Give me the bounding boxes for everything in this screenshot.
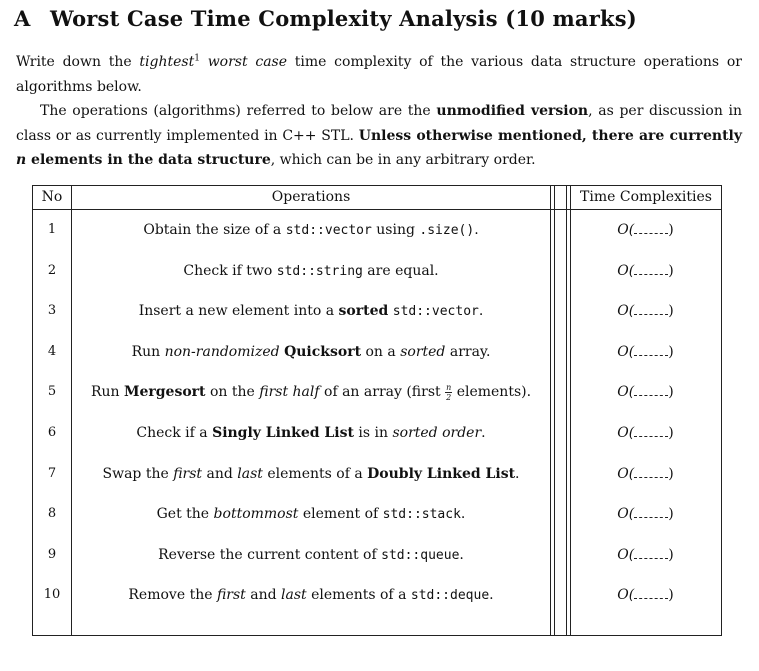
answer-field[interactable]: O( ): [617, 384, 674, 401]
operation-text: Check if two std::string are equal.: [183, 262, 439, 279]
answer-field[interactable]: O( ): [617, 262, 674, 279]
answer-blank[interactable]: [634, 426, 668, 437]
answer-field[interactable]: O( ): [617, 546, 674, 563]
answer-blank[interactable]: [634, 467, 668, 478]
emphasis-unmodified: unmodified version: [436, 103, 589, 119]
operation-text: Reverse the current content of std::queue.: [158, 546, 464, 563]
operation-text: Obtain the size of a std::vector using .size().: [143, 222, 479, 238]
text: , which can be in any arbitrary order.: [270, 152, 536, 168]
row-number: 10: [43, 587, 61, 603]
row-number: 3: [47, 303, 57, 319]
answer-field[interactable]: O( ): [617, 303, 674, 320]
section-heading: [14, 6, 637, 31]
instructions: [16, 50, 742, 173]
table-border: [32, 635, 722, 636]
answer-field[interactable]: O( ): [617, 343, 674, 360]
operation-text: Check if a Singly Linked List is in sorted order.: [136, 424, 486, 441]
variable-n: n: [16, 152, 27, 168]
table-row: [32, 535, 722, 576]
section-title: Worst Case Time Complexity Analysis (10 marks): [50, 6, 637, 31]
answer-blank[interactable]: [634, 507, 668, 518]
table-row: [32, 251, 722, 292]
table-row: [32, 494, 722, 535]
operation-text: Run Mergesort on the first half of an array (first $\frac{n}{2}$ elements).: [90, 382, 532, 402]
emphasis-worst-case: worst case: [199, 54, 288, 70]
operation-text: Get the bottommost element of std::stack.: [156, 506, 466, 523]
fraction-n-over-2: $\frac{n}{2}$: [446, 382, 452, 402]
text: The operations (algorithms) referred to below are the: [40, 103, 437, 119]
table-row: [32, 454, 722, 495]
text: Write down the: [16, 54, 140, 70]
table-row: [32, 332, 722, 373]
text: , as per discussion in class or as currently implemented in C++ STL.: [16, 103, 742, 144]
footnote-marker[interactable]: 1: [194, 53, 200, 64]
table-row: [32, 291, 722, 332]
answer-field[interactable]: O( ): [617, 424, 674, 441]
table-row: [32, 210, 722, 251]
table-body: [32, 210, 722, 616]
complexity-table: [32, 185, 722, 636]
answer-field[interactable]: O( ): [617, 506, 674, 523]
text: time complexity of the various data structure operations or algorithms below.: [16, 54, 742, 95]
table-row: [32, 413, 722, 454]
row-number: 4: [47, 343, 57, 359]
emphasis-elements: elements in the data structure: [26, 152, 271, 168]
row-number: 7: [47, 465, 57, 481]
row-number: 5: [47, 384, 57, 400]
row-number: 1: [47, 222, 57, 237]
operation-text: Run non-randomized Quicksort on a sorted array.: [131, 343, 491, 360]
instructions-paragraph-2: [16, 99, 742, 173]
operation-text: Swap the first and last elements of a Doubly Linked List.: [102, 465, 520, 482]
answer-blank[interactable]: [634, 548, 668, 559]
operation-text: Insert a new element into a sorted std::vector.: [138, 303, 484, 320]
row-number: 9: [47, 546, 57, 562]
answer-blank[interactable]: [634, 385, 668, 396]
answer-blank[interactable]: [634, 223, 668, 234]
operation-text: Remove the first and last elements of a std::deque.: [128, 587, 494, 604]
row-number: 6: [47, 424, 57, 440]
table-row: [32, 372, 722, 413]
emphasis-tightest: tightest: [139, 54, 195, 70]
answer-field[interactable]: O( ): [617, 587, 674, 604]
answer-field[interactable]: O( ): [617, 465, 674, 482]
emphasis-unless: Unless otherwise mentioned, there are currently: [358, 127, 742, 144]
row-number: 2: [47, 262, 57, 278]
header-time-complexities: Time Complexities: [580, 189, 712, 205]
table-row: [32, 575, 722, 616]
answer-blank[interactable]: [634, 588, 668, 599]
row-number: 8: [47, 506, 57, 522]
header-no: No: [41, 189, 63, 205]
header-operations: Operations: [271, 189, 351, 205]
answer-field[interactable]: O( ): [617, 222, 674, 238]
answer-blank[interactable]: [634, 264, 668, 275]
instructions-paragraph-1: [16, 50, 742, 99]
answer-blank[interactable]: [634, 345, 668, 356]
section-letter: A: [14, 6, 31, 31]
answer-blank[interactable]: [634, 304, 668, 315]
